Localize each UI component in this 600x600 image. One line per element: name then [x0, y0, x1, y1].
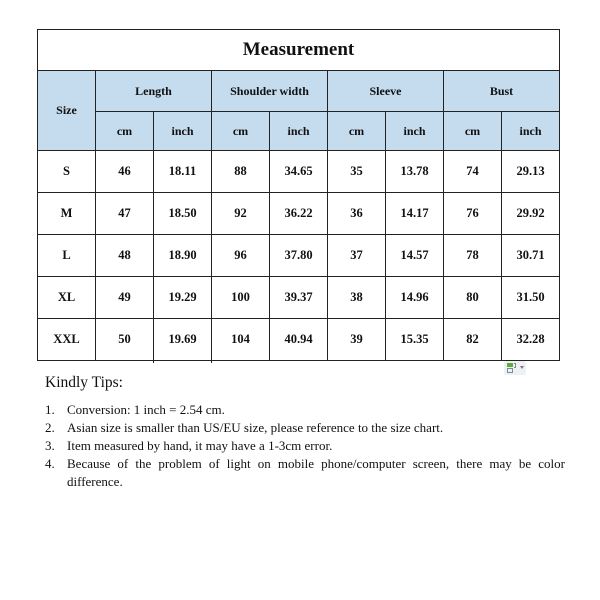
value-cell: 15.35	[386, 319, 444, 361]
size-cell: L	[38, 235, 96, 277]
value-cell: 76	[444, 193, 502, 235]
value-cell: 92	[212, 193, 270, 235]
value-cell: 49	[96, 277, 154, 319]
value-cell: 104	[212, 319, 270, 361]
table-border-overhang	[153, 358, 154, 363]
value-cell: 14.57	[386, 235, 444, 277]
value-cell: 39.37	[270, 277, 328, 319]
unit-header: inch	[154, 112, 212, 151]
value-cell: 37.80	[270, 235, 328, 277]
value-cell: 37	[328, 235, 386, 277]
tip-number: 4.	[45, 456, 55, 471]
value-cell: 96	[212, 235, 270, 277]
value-cell: 14.17	[386, 193, 444, 235]
table-row	[38, 151, 560, 193]
table-row	[38, 193, 560, 235]
table-row	[38, 277, 560, 319]
group-header-bust: Bust	[444, 71, 560, 112]
value-cell: 14.96	[386, 277, 444, 319]
tip-item	[45, 401, 565, 419]
size-chart-table	[37, 29, 560, 361]
value-cell: 100	[212, 277, 270, 319]
unit-header: cm	[444, 112, 502, 151]
value-cell: 18.90	[154, 235, 212, 277]
group-header-length: Length	[96, 71, 212, 112]
group-header-shoulder-width: Shoulder width	[212, 71, 328, 112]
value-cell: 29.92	[502, 193, 560, 235]
value-cell: 18.11	[154, 151, 212, 193]
value-cell: 31.50	[502, 277, 560, 319]
value-cell: 47	[96, 193, 154, 235]
tip-number: 2.	[45, 420, 55, 435]
group-header-sleeve: Sleeve	[328, 71, 444, 112]
value-cell: 40.94	[270, 319, 328, 361]
value-cell: 32.28	[502, 319, 560, 361]
paste-options-icon-part	[507, 368, 513, 373]
value-cell: 50	[96, 319, 154, 361]
value-cell: 13.78	[386, 151, 444, 193]
table-border-overhang	[211, 358, 212, 363]
chevron-down-icon	[520, 366, 524, 369]
tips-heading: Kindly Tips:	[45, 374, 123, 391]
unit-header: cm	[328, 112, 386, 151]
tip-text: Conversion: 1 inch = 2.54 cm.	[67, 402, 225, 417]
tip-item	[45, 455, 565, 491]
value-cell: 48	[96, 235, 154, 277]
value-cell: 88	[212, 151, 270, 193]
value-cell: 46	[96, 151, 154, 193]
table-row	[38, 235, 560, 277]
unit-header: cm	[212, 112, 270, 151]
value-cell: 38	[328, 277, 386, 319]
value-cell: 29.13	[502, 151, 560, 193]
tip-number: 3.	[45, 438, 55, 453]
size-cell: XXL	[38, 319, 96, 361]
size-cell: M	[38, 193, 96, 235]
tip-item	[45, 437, 565, 455]
value-cell: 78	[444, 235, 502, 277]
paste-options-icon-part	[514, 363, 516, 368]
value-cell: 74	[444, 151, 502, 193]
tip-text: Asian size is smaller than US/EU size, please reference to the size chart.	[67, 420, 444, 435]
size-cell: S	[38, 151, 96, 193]
tip-item	[45, 419, 565, 437]
tips-list	[45, 401, 565, 491]
value-cell: 19.29	[154, 277, 212, 319]
value-cell: 18.50	[154, 193, 212, 235]
value-cell: 34.65	[270, 151, 328, 193]
unit-header: inch	[270, 112, 328, 151]
value-cell: 30.71	[502, 235, 560, 277]
size-cell: XL	[38, 277, 96, 319]
value-cell: 82	[444, 319, 502, 361]
table-title: Measurement	[38, 30, 560, 71]
table-row	[38, 319, 560, 361]
unit-header: inch	[502, 112, 560, 151]
tip-text: Item measured by hand, it may have a 1-3cm error.	[67, 438, 333, 453]
tip-text: Because of the problem of light on mobile phone/computer screen, there may be color difference.	[67, 456, 565, 489]
value-cell: 36	[328, 193, 386, 235]
paste-options-icon[interactable]	[504, 361, 526, 375]
unit-header: inch	[386, 112, 444, 151]
value-cell: 19.69	[154, 319, 212, 361]
value-cell: 35	[328, 151, 386, 193]
unit-header: cm	[96, 112, 154, 151]
value-cell: 80	[444, 277, 502, 319]
value-cell: 39	[328, 319, 386, 361]
paste-options-icon-part	[507, 363, 513, 367]
size-column-header: Size	[38, 71, 96, 151]
tip-number: 1.	[45, 402, 55, 417]
value-cell: 36.22	[270, 193, 328, 235]
